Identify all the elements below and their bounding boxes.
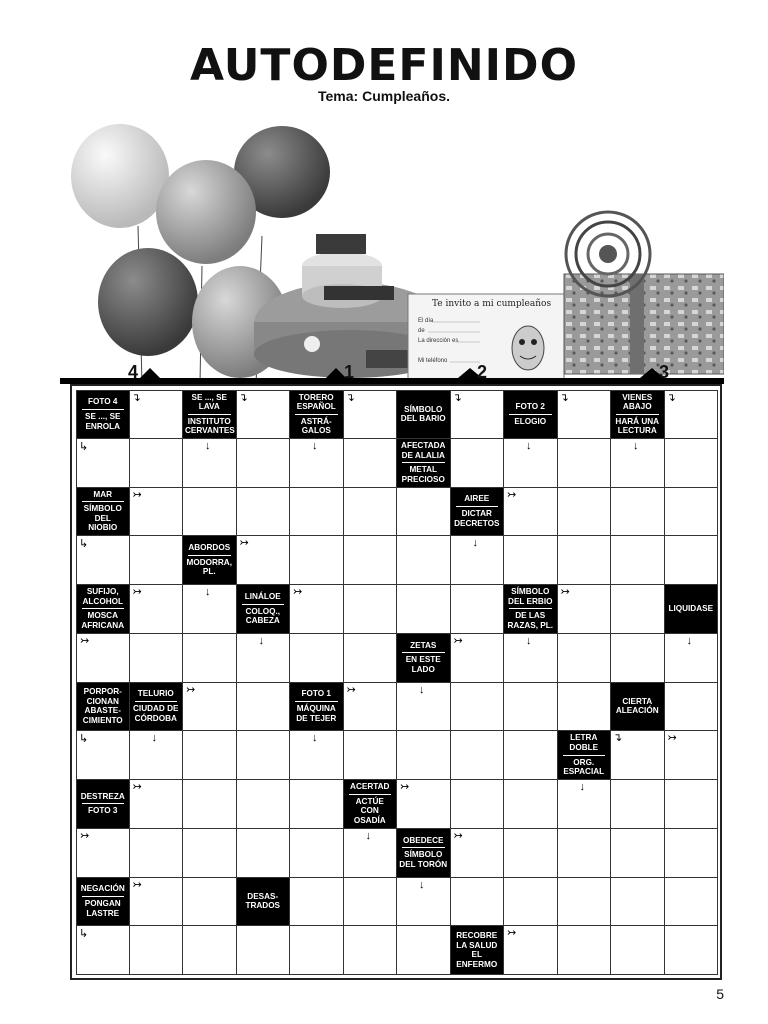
card-heading: Te invito a mi cumpleaños xyxy=(432,299,552,309)
clue-text: ASTRÁ- GALOS xyxy=(300,416,332,436)
arrow-bent-icon: ↴ xyxy=(131,392,141,404)
arrow-bent-icon: ↳ xyxy=(79,733,89,746)
arrow-bent-icon: ↴ xyxy=(238,392,248,404)
answer-cell[interactable] xyxy=(290,780,344,829)
answer-cell[interactable] xyxy=(611,634,665,683)
arrow-right-icon: ↣ xyxy=(186,683,196,696)
arrow-right-icon: ↣ xyxy=(80,829,90,842)
clue-text: FOTO 2 xyxy=(515,402,545,412)
clue-text: SÍMBOLO DEL NIOBIO xyxy=(83,504,122,533)
clue-cell xyxy=(237,878,291,927)
clue-divider xyxy=(82,896,124,897)
answer-cell[interactable] xyxy=(237,926,291,975)
clue-text: SE ..., SE LAVA xyxy=(191,392,227,412)
answer-cell[interactable] xyxy=(558,390,612,439)
clue-text: NEGACIÓN xyxy=(80,884,125,894)
answer-cell[interactable] xyxy=(665,780,719,829)
clue-divider xyxy=(616,414,659,415)
clue-text: DE LAS RAZAS, PL. xyxy=(507,611,553,630)
answer-cell[interactable] xyxy=(183,780,237,829)
answer-cell[interactable] xyxy=(130,439,184,488)
answer-cell[interactable] xyxy=(344,926,398,975)
answer-cell[interactable] xyxy=(397,780,451,829)
answer-cell[interactable] xyxy=(397,926,451,975)
clue-text: ACERTAD xyxy=(350,782,390,792)
answer-cell[interactable] xyxy=(451,390,505,439)
clue-cell xyxy=(183,536,237,585)
answer-cell[interactable] xyxy=(237,488,291,537)
answer-cell[interactable] xyxy=(344,536,398,585)
clue-cell xyxy=(290,683,344,732)
answer-cell[interactable] xyxy=(451,878,505,927)
answer-cell[interactable] xyxy=(504,536,558,585)
answer-cell[interactable] xyxy=(558,439,612,488)
photo-number-2: 2 xyxy=(477,362,488,382)
arrow-bent-icon: ↳ xyxy=(79,928,89,941)
answer-cell[interactable] xyxy=(130,536,184,585)
clue-text: DICTAR DECRETOS xyxy=(454,509,500,528)
answer-cell[interactable] xyxy=(290,439,344,488)
clue-divider xyxy=(188,555,231,556)
answer-cell[interactable] xyxy=(76,829,130,878)
answer-cell[interactable] xyxy=(558,926,612,975)
answer-cell[interactable] xyxy=(290,926,344,975)
card-line: La dirección es xyxy=(418,338,459,344)
card-line: El día xyxy=(418,318,434,324)
answer-cell[interactable] xyxy=(665,536,719,585)
answer-cell[interactable] xyxy=(665,439,719,488)
clue-cell xyxy=(76,585,130,634)
arrow-down-icon: ↓ xyxy=(205,586,211,598)
photo-number-1: 1 xyxy=(344,362,355,382)
answer-cell[interactable] xyxy=(558,634,612,683)
arrow-bent-icon: ↴ xyxy=(559,392,569,404)
clue-text: FOTO 1 xyxy=(301,689,331,699)
clue-cell xyxy=(76,390,130,439)
arrow-right-icon: ↣ xyxy=(132,781,142,793)
answer-cell[interactable] xyxy=(665,390,719,439)
clue-text: AFECTADA DE ALALIA xyxy=(401,440,446,460)
answer-cell[interactable] xyxy=(558,878,612,927)
answer-cell[interactable] xyxy=(558,683,612,732)
answer-cell[interactable] xyxy=(504,926,558,975)
clue-cell xyxy=(290,390,344,439)
clue-cell xyxy=(397,439,451,488)
arrow-right-icon: ↣ xyxy=(507,488,517,501)
answer-cell[interactable] xyxy=(290,488,344,537)
answer-cell[interactable] xyxy=(451,536,505,585)
answer-cell[interactable] xyxy=(451,585,505,634)
clue-text: CIUDAD DE CÓRDOBA xyxy=(133,704,179,723)
clue-text: AIREE xyxy=(464,494,490,504)
answer-cell[interactable] xyxy=(237,780,291,829)
answer-cell[interactable] xyxy=(665,634,719,683)
answer-cell[interactable] xyxy=(344,439,398,488)
answer-cell[interactable] xyxy=(611,439,665,488)
arrow-down-icon: ↓ xyxy=(205,439,211,452)
answer-cell[interactable] xyxy=(397,585,451,634)
clue-text: FOTO 4 xyxy=(88,397,118,407)
arrow-right-icon: ↣ xyxy=(293,586,303,598)
arrow-bent-icon: ↴ xyxy=(345,392,355,404)
clue-divider xyxy=(456,506,499,507)
clue-text: MAR xyxy=(93,489,113,499)
clue-cell xyxy=(76,878,130,927)
clue-text: EN ESTE LADO xyxy=(405,655,441,674)
answer-cell[interactable] xyxy=(558,585,612,634)
clue-text: SÍMBOLO DEL BARIO xyxy=(400,404,446,424)
arrow-right-icon: ↣ xyxy=(667,732,677,745)
clue-divider xyxy=(295,701,338,702)
answer-cell[interactable] xyxy=(558,780,612,829)
clue-cell xyxy=(397,634,451,683)
clue-text: MODORRA, PL. xyxy=(186,557,232,577)
arrow-bent-icon: ↴ xyxy=(666,392,676,404)
answer-cell[interactable] xyxy=(130,731,184,780)
page-number: 5 xyxy=(716,986,724,1002)
answer-cell[interactable] xyxy=(237,731,291,780)
answer-cell[interactable] xyxy=(504,731,558,780)
answer-cell[interactable] xyxy=(558,488,612,537)
arrow-right-icon: ↣ xyxy=(453,829,463,842)
arrow-right-icon: ↣ xyxy=(400,781,410,793)
clue-text: COLOQ., CABEZA xyxy=(245,606,281,626)
arrow-down-icon: ↓ xyxy=(579,781,585,793)
answer-cell[interactable] xyxy=(183,488,237,537)
answer-cell[interactable] xyxy=(397,731,451,780)
answer-cell[interactable] xyxy=(183,683,237,732)
arrow-bent-icon: ↴ xyxy=(452,392,462,404)
arrow-down-icon: ↓ xyxy=(526,439,532,452)
answer-cell[interactable] xyxy=(183,585,237,634)
answer-cell[interactable] xyxy=(451,731,505,780)
answer-cell[interactable] xyxy=(183,926,237,975)
answer-cell[interactable] xyxy=(611,536,665,585)
clue-divider xyxy=(82,501,124,502)
answer-cell[interactable] xyxy=(290,878,344,927)
clue-text: OBEDECE xyxy=(403,835,444,845)
answer-cell[interactable] xyxy=(611,488,665,537)
arrow-bent-icon: ↳ xyxy=(79,538,89,551)
answer-cell[interactable] xyxy=(76,439,130,488)
answer-cell[interactable] xyxy=(344,634,398,683)
answer-cell[interactable] xyxy=(237,439,291,488)
answer-cell[interactable] xyxy=(397,536,451,585)
arrow-right-icon: ↣ xyxy=(80,634,90,647)
clue-cell xyxy=(665,585,719,634)
clue-cell xyxy=(237,585,291,634)
arrow-right-icon: ↣ xyxy=(346,683,356,696)
answer-cell[interactable] xyxy=(183,634,237,683)
arrow-down-icon: ↓ xyxy=(686,634,692,647)
clue-text: DESTREZA xyxy=(80,791,125,801)
arrow-down-icon: ↓ xyxy=(526,634,532,647)
clue-cell xyxy=(504,585,558,634)
clue-cell xyxy=(76,488,130,537)
answer-cell[interactable] xyxy=(504,634,558,683)
arrow-down-icon: ↓ xyxy=(151,732,157,745)
arrow-down-icon: ↓ xyxy=(312,439,318,452)
clue-text: FOTO 3 xyxy=(88,806,118,816)
answer-cell[interactable] xyxy=(451,829,505,878)
answer-cell[interactable] xyxy=(504,878,558,927)
answer-cell[interactable] xyxy=(665,731,719,780)
clue-divider xyxy=(509,414,552,415)
clue-cell xyxy=(451,488,505,537)
answer-cell[interactable] xyxy=(130,926,184,975)
answer-cell[interactable] xyxy=(611,878,665,927)
photo-number-4: 4 xyxy=(128,362,139,382)
answer-cell[interactable] xyxy=(611,780,665,829)
clue-divider xyxy=(82,608,124,609)
answer-cell[interactable] xyxy=(344,488,398,537)
arrow-right-icon: ↣ xyxy=(453,634,463,647)
answer-cell[interactable] xyxy=(611,585,665,634)
answer-cell[interactable] xyxy=(611,926,665,975)
clue-divider xyxy=(402,652,445,653)
answer-cell[interactable] xyxy=(183,731,237,780)
answer-cell[interactable] xyxy=(611,829,665,878)
answer-cell[interactable] xyxy=(504,439,558,488)
clue-cell xyxy=(397,390,451,439)
answer-cell[interactable] xyxy=(344,829,398,878)
photo-number-3: 3 xyxy=(659,362,670,382)
answer-cell[interactable] xyxy=(504,488,558,537)
answer-cell[interactable] xyxy=(611,731,665,780)
answer-cell[interactable] xyxy=(504,780,558,829)
answer-cell[interactable] xyxy=(290,731,344,780)
clue-divider xyxy=(349,794,392,795)
answer-cell[interactable] xyxy=(397,878,451,927)
answer-cell[interactable] xyxy=(451,439,505,488)
clue-text: PONGAN LASTRE xyxy=(84,899,121,918)
answer-cell[interactable] xyxy=(344,683,398,732)
clue-cell xyxy=(76,683,130,732)
answer-cell[interactable] xyxy=(665,878,719,927)
clue-text: METAL PRECIOSO xyxy=(401,465,445,484)
clue-text: INSTITUTO CERVANTES xyxy=(185,416,235,436)
clue-divider xyxy=(82,803,124,804)
clue-text: SE ..., SE ENROLA xyxy=(85,412,121,431)
answer-cell[interactable] xyxy=(665,829,719,878)
answer-cell[interactable] xyxy=(665,926,719,975)
arrow-right-icon: ↣ xyxy=(507,927,517,940)
clue-cell xyxy=(344,780,398,829)
answer-cell[interactable] xyxy=(76,634,130,683)
answer-cell[interactable] xyxy=(130,829,184,878)
answer-cell[interactable] xyxy=(237,829,291,878)
answer-cell[interactable] xyxy=(504,829,558,878)
arrow-down-icon: ↓ xyxy=(258,634,264,647)
answer-cell[interactable] xyxy=(130,390,184,439)
clue-text: LINÁLOE xyxy=(244,591,281,601)
arrow-down-icon: ↓ xyxy=(472,537,478,550)
clue-cell xyxy=(397,829,451,878)
answer-cell[interactable] xyxy=(76,536,130,585)
clue-text: LETRA DOBLE xyxy=(569,733,599,753)
clue-text: MOSCA AFRICANA xyxy=(81,611,125,630)
clue-divider xyxy=(242,604,285,605)
answer-cell[interactable] xyxy=(183,439,237,488)
answer-cell[interactable] xyxy=(290,585,344,634)
answer-cell[interactable] xyxy=(76,731,130,780)
clue-cell xyxy=(183,390,237,439)
arrow-down-icon: ↓ xyxy=(419,683,425,696)
clue-divider xyxy=(563,755,606,756)
clue-divider xyxy=(135,701,178,702)
clue-text: ORG. ESPACIAL xyxy=(563,757,605,777)
answer-cell[interactable] xyxy=(451,780,505,829)
clue-text: RECOBRE LA SALUD EL ENFERMO xyxy=(456,930,498,969)
answer-cell[interactable] xyxy=(237,683,291,732)
answer-cell[interactable] xyxy=(130,878,184,927)
clue-text: LIQUIDASE xyxy=(668,604,714,614)
clue-text: PORPOR- CIONAN ABASTE- CIMIENTO xyxy=(82,687,123,725)
clue-cell xyxy=(451,926,505,975)
answer-cell[interactable] xyxy=(558,829,612,878)
card-line: Mi teléfono xyxy=(418,358,448,364)
answer-cell[interactable] xyxy=(344,390,398,439)
clue-cell xyxy=(611,390,665,439)
clue-cell xyxy=(76,780,130,829)
clue-cell xyxy=(558,731,612,780)
clue-text: MÁQUINA DE TEJER xyxy=(296,704,337,723)
clue-divider xyxy=(509,608,552,609)
page-title: AUTODEFINIDO xyxy=(190,40,578,91)
answer-cell[interactable] xyxy=(665,683,719,732)
answer-cell[interactable] xyxy=(183,878,237,927)
arrow-down-icon: ↓ xyxy=(633,439,639,452)
card-line: de xyxy=(418,328,425,334)
clue-text: SUFIJO, ALCOHOL xyxy=(82,587,123,606)
answer-cell[interactable] xyxy=(237,390,291,439)
clue-cell xyxy=(611,683,665,732)
answer-cell[interactable] xyxy=(558,536,612,585)
clue-text: SÍMBOLO DEL TORÓN xyxy=(399,850,448,869)
arrow-right-icon: ↣ xyxy=(132,586,142,598)
answer-cell[interactable] xyxy=(237,536,291,585)
arrow-right-icon: ↣ xyxy=(132,878,142,891)
clue-cell xyxy=(504,390,558,439)
arrow-down-icon: ↓ xyxy=(312,732,318,745)
clue-divider xyxy=(295,414,338,415)
arrow-right-icon: ↣ xyxy=(560,586,570,598)
crossword-grid xyxy=(76,390,718,975)
answer-cell[interactable] xyxy=(130,488,184,537)
clue-text: DESAS- TRADOS xyxy=(245,891,281,911)
answer-cell[interactable] xyxy=(665,488,719,537)
clue-text: TORERO ESPAÑOL xyxy=(296,392,336,412)
answer-cell[interactable] xyxy=(76,926,130,975)
arrow-right-icon: ↣ xyxy=(132,488,142,501)
answer-cell[interactable] xyxy=(451,683,505,732)
clue-divider xyxy=(402,847,445,848)
clue-text: SÍMBOLO DEL ERBIO xyxy=(508,587,553,606)
answer-cell[interactable] xyxy=(344,878,398,927)
answer-cell[interactable] xyxy=(344,585,398,634)
arrow-down-icon: ↓ xyxy=(419,878,425,891)
clue-text: ABORDOS xyxy=(188,543,231,553)
answer-cell[interactable] xyxy=(290,634,344,683)
answer-cell[interactable] xyxy=(504,683,558,732)
clue-text: ELOGIO xyxy=(514,416,547,426)
clue-text: CIERTA ALEACIÓN xyxy=(615,696,659,716)
answer-cell[interactable] xyxy=(344,731,398,780)
gift-box xyxy=(564,212,724,374)
clue-divider xyxy=(82,409,124,410)
page-subtitle: Tema: Cumpleaños. xyxy=(318,88,450,104)
answer-cell[interactable] xyxy=(290,829,344,878)
answer-cell[interactable] xyxy=(397,683,451,732)
arrow-bent-icon: ↳ xyxy=(79,440,89,453)
clue-cell xyxy=(130,683,184,732)
answer-cell[interactable] xyxy=(130,780,184,829)
clue-text: ACTÚE CON OSADÍA xyxy=(353,796,386,825)
clue-text: VIENES ABAJO xyxy=(622,392,653,412)
answer-cell[interactable] xyxy=(237,634,291,683)
answer-cell[interactable] xyxy=(130,585,184,634)
clue-divider xyxy=(402,462,445,463)
birthday-photo-strip xyxy=(60,116,724,384)
answer-cell[interactable] xyxy=(290,536,344,585)
clue-text: ZETAS xyxy=(410,640,437,650)
arrow-down-icon: ↓ xyxy=(365,829,371,842)
answer-cell[interactable] xyxy=(451,634,505,683)
clue-text: HARÁ UNA LECTURA xyxy=(615,416,660,436)
clue-divider xyxy=(188,414,231,415)
clue-text: TELURIO xyxy=(137,689,174,699)
arrow-bent-icon: ↴ xyxy=(613,732,623,745)
arrow-right-icon: ↣ xyxy=(239,537,249,550)
answer-cell[interactable] xyxy=(397,488,451,537)
answer-cell[interactable] xyxy=(130,634,184,683)
answer-cell[interactable] xyxy=(183,829,237,878)
